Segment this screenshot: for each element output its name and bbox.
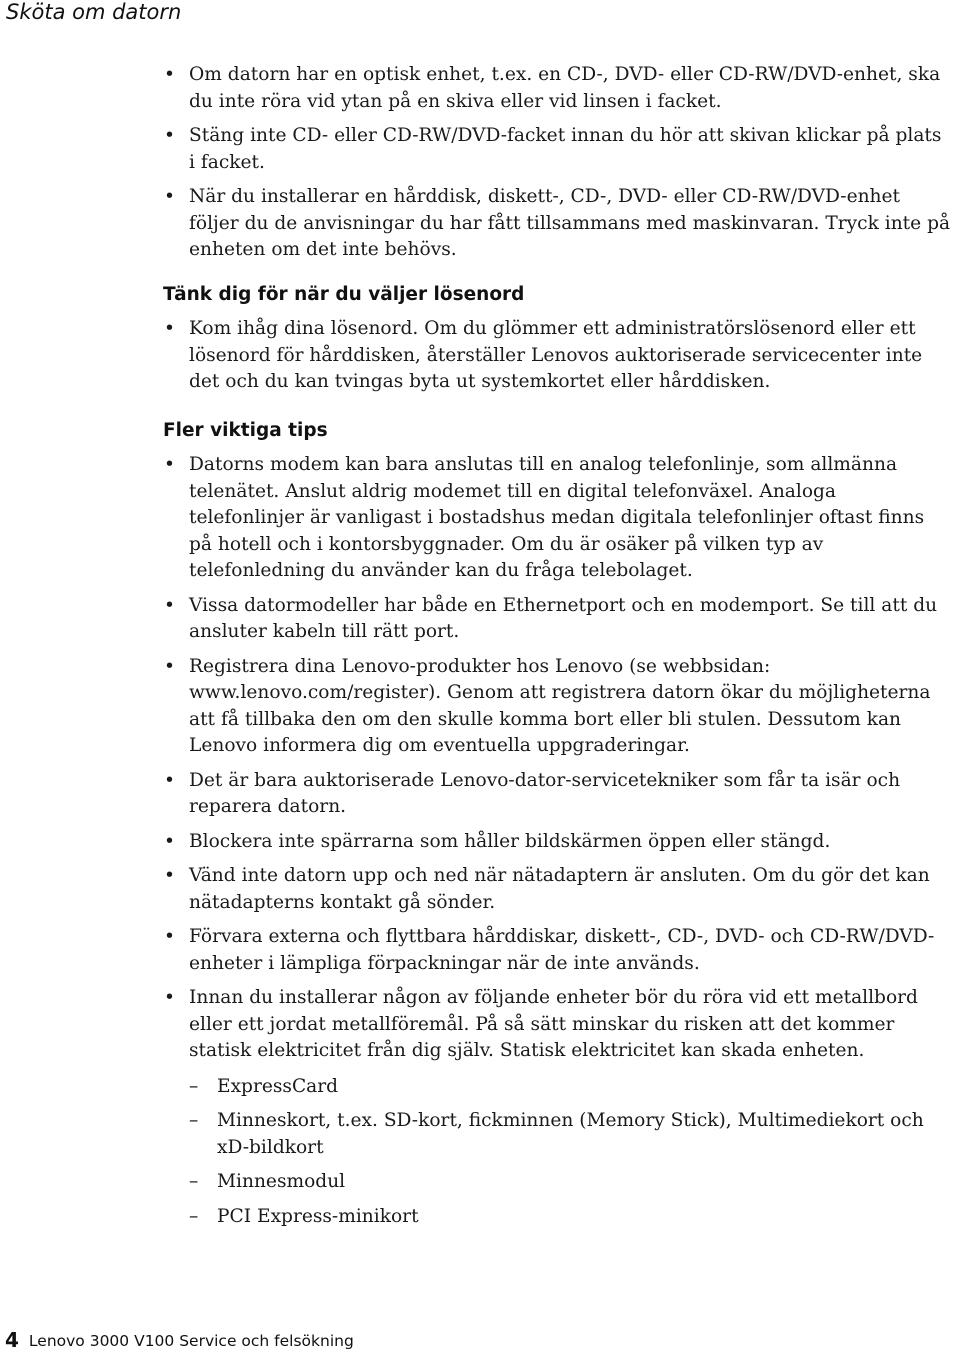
list-item: • Vänd inte datorn upp och ned när nätadaptern är ansluten. Om du gör det kan nätadapterns kontakt gå sönder. [163, 863, 953, 916]
page-number: 4 [5, 1328, 19, 1352]
list-item-static-warning [163, 985, 953, 1230]
running-header: Sköta om datorn [6, 0, 182, 24]
list-item: • Kom ihåg dina lösenord. Om du glömmer ett administratörslösenord eller ett lösenord för hårddisken, återställer Lenovos auktoriserade servicecenter inte det och du kan tvingas byta ut systemkortet eller hårddisken. [163, 316, 953, 396]
section-heading-passwords: Tänk dig för när du väljer lösenord [163, 283, 525, 305]
page-footer [5, 1328, 354, 1352]
book-title: Lenovo 3000 V100 Service och felsökning [28, 1332, 354, 1350]
list-item: • Om datorn har en optisk enhet, t.ex. en CD-, DVD- eller CD-RW/DVD-enhet, ska du inte röra vid ytan på en skiva eller vid linsen i facket. [163, 62, 953, 115]
list-item: • Blockera inte spärrarna som håller bildskärmen öppen eller stängd. [163, 829, 953, 856]
device-item: – Minnesmodul [189, 1169, 953, 1196]
device-item: – ExpressCard [189, 1074, 953, 1101]
list-item: • Datorns modem kan bara anslutas till en analog telefonlinje, som allmänna telenätet. Anslut aldrig modemet till en digital telefonväxel. Analoga telefonlinjer är vanligast i bostadshus medan digitala telefonlinjer oftast finns på hotell och i kontorsbyggnader. Om du är osäker på vilken typ av telefonledning du använder kan du fråga telebolaget. [163, 452, 953, 585]
page-content [163, 62, 953, 1238]
device-list [189, 1074, 953, 1231]
device-item: – Minneskort, t.ex. SD-kort, fickminnen (Memory Stick), Multimediekort och xD-bildkort [189, 1108, 953, 1161]
list-item: • Det är bara auktoriserade Lenovo-dator-servicetekniker som får ta isär och reparera datorn. [163, 768, 953, 821]
list-item: • När du installerar en hårddisk, diskett-, CD-, DVD- eller CD-RW/DVD-enhet följer du de anvisningar du har fått tillsammans med maskinvaran. Tryck inte på enheten om det inte behövs. [163, 184, 953, 264]
tips-list [163, 452, 953, 1230]
list-item: • Förvara externa och flyttbara hårddiskar, diskett-, CD-, DVD- och CD-RW/DVD-enheter i lämpliga förpackningar när de inte används. [163, 924, 953, 977]
intro-list [163, 62, 953, 264]
list-item: • Registrera dina Lenovo-produkter hos Lenovo (se webbsidan: www.lenovo.com/register). Genom att registrera datorn ökar du möjligheterna att få tillbaka den om den skulle komma bort eller bli stulen. Dessutom kan Lenovo informera dig om eventuella uppgraderingar. [163, 654, 953, 760]
list-item: • Stäng inte CD- eller CD-RW/DVD-facket innan du hör att skivan klickar på plats i facket. [163, 123, 953, 176]
section-heading-tips: Fler viktiga tips [163, 419, 328, 441]
list-item: • Vissa datormodeller har både en Ethernetport och en modemport. Se till att du ansluter kabeln till rätt port. [163, 593, 953, 646]
password-list [163, 316, 953, 396]
list-item-text: Innan du installerar någon av följande enheter bör du röra vid ett metallbord eller ett jordat metallföremål. På så sätt minskar du risken att det kommer statisk elektricitet från dig själv. Statisk elektricitet kan skada enheten. [189, 987, 918, 1061]
device-item: – PCI Express-minikort [189, 1204, 953, 1231]
